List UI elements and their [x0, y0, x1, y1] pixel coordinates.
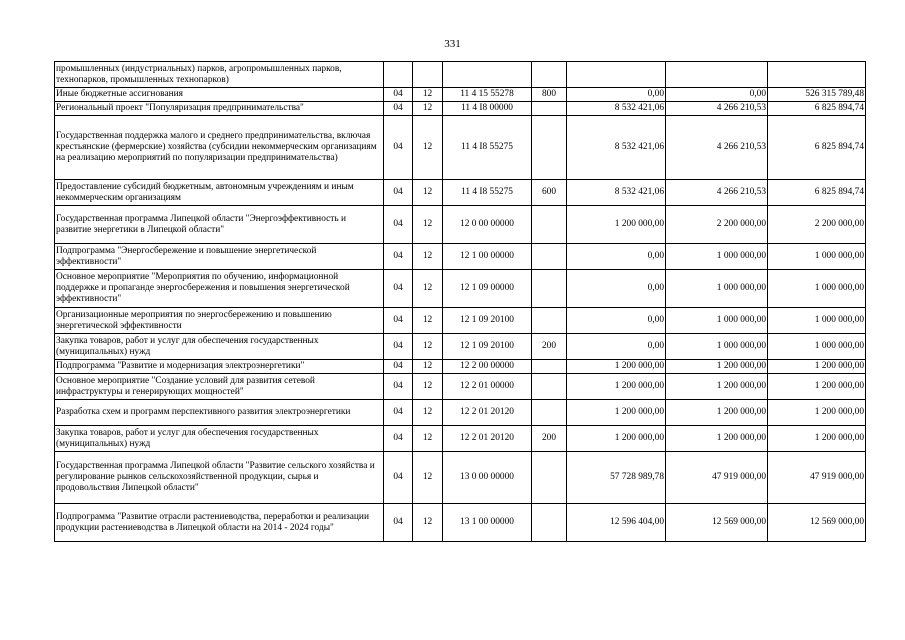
row-expense-type	[532, 400, 567, 426]
row-name: промышленных (индустриальных) парков, агропромышленных парков, технопарков, промышленных технопарков)	[55, 62, 384, 88]
row-section: 04	[384, 334, 413, 360]
row-section	[384, 62, 413, 88]
row-amount-2: 1 200 000,00	[666, 400, 768, 426]
row-amount-3: 47 919 000,00	[768, 452, 866, 504]
row-amount-2: 12 569 000,00	[666, 504, 768, 542]
row-amount-3: 1 200 000,00	[768, 426, 866, 452]
row-amount-3: 12 569 000,00	[768, 504, 866, 542]
row-amount-2: 1 000 000,00	[666, 244, 768, 270]
row-amount-1: 8 532 421,06	[567, 102, 666, 116]
table-row	[55, 102, 866, 116]
row-target-article: 12 1 09 20100	[443, 308, 532, 334]
row-amount-2: 2 200 000,00	[666, 206, 768, 244]
row-section: 04	[384, 180, 413, 206]
row-subsection: 12	[413, 504, 443, 542]
row-subsection: 12	[413, 426, 443, 452]
table-row	[55, 308, 866, 334]
row-section: 04	[384, 308, 413, 334]
row-section: 04	[384, 400, 413, 426]
row-amount-1: 0,00	[567, 270, 666, 308]
row-section: 04	[384, 270, 413, 308]
row-amount-1: 0,00	[567, 88, 666, 102]
table-row	[55, 400, 866, 426]
row-amount-2: 4 266 210,53	[666, 180, 768, 206]
row-amount-1: 1 200 000,00	[567, 360, 666, 374]
row-expense-type	[532, 206, 567, 244]
row-subsection: 12	[413, 102, 443, 116]
row-amount-2: 1 200 000,00	[666, 360, 768, 374]
row-target-article: 12 2 00 00000	[443, 360, 532, 374]
row-amount-1	[567, 62, 666, 88]
row-name: Подпрограмма "Развитие отрасли растениеводства, переработки и реализации продукции растениеводства в Липецкой области на 2014 - 2024 годы"	[55, 504, 384, 542]
table-row	[55, 334, 866, 360]
row-expense-type: 200	[532, 334, 567, 360]
row-name: Разработка схем и программ перспективного развития электроэнергетики	[55, 400, 384, 426]
row-expense-type	[532, 504, 567, 542]
row-target-article: 11 4 I8 55275	[443, 116, 532, 180]
row-name: Основное мероприятие "Мероприятия по обучению, информационной поддержке и пропаганде энергосбережения и повышения энергетической эффективности"	[55, 270, 384, 308]
row-target-article: 12 1 00 00000	[443, 244, 532, 270]
row-amount-2: 1 000 000,00	[666, 308, 768, 334]
row-subsection: 12	[413, 180, 443, 206]
table-row	[55, 452, 866, 504]
row-expense-type: 200	[532, 426, 567, 452]
page-number: 331	[444, 38, 461, 50]
row-subsection: 12	[413, 452, 443, 504]
row-expense-type: 800	[532, 88, 567, 102]
row-section: 04	[384, 206, 413, 244]
row-expense-type	[532, 360, 567, 374]
row-name: Подпрограмма "Энергосбережение и повышение энергетической эффективности"	[55, 244, 384, 270]
row-name: Основное мероприятие "Создание условий для развития сетевой инфраструктуры и генерирующих мощностей"	[55, 374, 384, 400]
row-expense-type	[532, 308, 567, 334]
row-target-article: 12 0 00 00000	[443, 206, 532, 244]
row-amount-2: 47 919 000,00	[666, 452, 768, 504]
budget-table	[54, 61, 866, 542]
row-name: Государственная поддержка малого и среднего предпринимательства, включая крестьянские (фермерские) хозяйства (субсидии некоммерческим организациям на реализацию мероприятий по популяризации предпринимательства)	[55, 116, 384, 180]
row-expense-type	[532, 62, 567, 88]
row-expense-type	[532, 244, 567, 270]
row-amount-2: 1 000 000,00	[666, 334, 768, 360]
row-amount-1: 1 200 000,00	[567, 426, 666, 452]
table-row	[55, 206, 866, 244]
table-row	[55, 244, 866, 270]
row-section: 04	[384, 102, 413, 116]
row-amount-3: 2 200 000,00	[768, 206, 866, 244]
row-subsection: 12	[413, 334, 443, 360]
row-amount-2: 1 200 000,00	[666, 426, 768, 452]
row-amount-2: 4 266 210,53	[666, 116, 768, 180]
row-section: 04	[384, 452, 413, 504]
row-target-article	[443, 62, 532, 88]
row-target-article: 13 1 00 00000	[443, 504, 532, 542]
row-amount-3	[768, 62, 866, 88]
row-target-article: 12 2 01 00000	[443, 374, 532, 400]
table-row	[55, 88, 866, 102]
row-section: 04	[384, 374, 413, 400]
row-name: Подпрограмма "Развитие и модернизация электроэнергетики"	[55, 360, 384, 374]
table-row	[55, 426, 866, 452]
table-row	[55, 504, 866, 542]
row-amount-3: 1 200 000,00	[768, 360, 866, 374]
table-row	[55, 62, 866, 88]
row-name: Иные бюджетные ассигнования	[55, 88, 384, 102]
row-target-article: 12 1 09 20100	[443, 334, 532, 360]
row-section: 04	[384, 504, 413, 542]
row-name: Закупка товаров, работ и услуг для обеспечения государственных (муниципальных) нужд	[55, 334, 384, 360]
row-section: 04	[384, 426, 413, 452]
row-expense-type	[532, 374, 567, 400]
row-expense-type	[532, 116, 567, 180]
row-amount-1: 57 728 989,78	[567, 452, 666, 504]
row-amount-3: 1 000 000,00	[768, 270, 866, 308]
row-target-article: 12 1 09 00000	[443, 270, 532, 308]
table-row	[55, 374, 866, 400]
row-expense-type	[532, 102, 567, 116]
row-amount-3: 1 200 000,00	[768, 374, 866, 400]
row-subsection: 12	[413, 308, 443, 334]
row-name: Региональный проект "Популяризация предпринимательства"	[55, 102, 384, 116]
row-expense-type: 600	[532, 180, 567, 206]
row-subsection	[413, 62, 443, 88]
row-subsection: 12	[413, 374, 443, 400]
row-name: Предоставление субсидий бюджетным, автономным учреждениям и иным некоммерческим организациям	[55, 180, 384, 206]
row-amount-1: 1 200 000,00	[567, 400, 666, 426]
row-amount-1: 0,00	[567, 308, 666, 334]
row-amount-3: 6 825 894,74	[768, 102, 866, 116]
row-amount-3: 1 000 000,00	[768, 244, 866, 270]
row-amount-2: 1 200 000,00	[666, 374, 768, 400]
table-row	[55, 180, 866, 206]
row-amount-2: 1 000 000,00	[666, 270, 768, 308]
row-target-article: 13 0 00 00000	[443, 452, 532, 504]
table-row	[55, 270, 866, 308]
row-subsection: 12	[413, 88, 443, 102]
row-section: 04	[384, 116, 413, 180]
row-amount-1: 12 596 404,00	[567, 504, 666, 542]
row-subsection: 12	[413, 400, 443, 426]
row-amount-1: 8 532 421,06	[567, 180, 666, 206]
row-expense-type	[532, 452, 567, 504]
row-subsection: 12	[413, 116, 443, 180]
row-amount-3: 6 825 894,74	[768, 116, 866, 180]
row-amount-3: 1 200 000,00	[768, 400, 866, 426]
row-name: Государственная программа Липецкой области "Энергоэффективность и развитие энергетики в Липецкой области"	[55, 206, 384, 244]
row-subsection: 12	[413, 206, 443, 244]
row-name: Закупка товаров, работ и услуг для обеспечения государственных (муниципальных) нужд	[55, 426, 384, 452]
row-name: Государственная программа Липецкой области "Развитие сельского хозяйства и регулирование рынков сельскохозяйственной продукции, сырья и продовольствия Липецкой области"	[55, 452, 384, 504]
row-amount-1: 8 532 421,06	[567, 116, 666, 180]
row-subsection: 12	[413, 360, 443, 374]
row-amount-2: 4 266 210,53	[666, 102, 768, 116]
row-section: 04	[384, 88, 413, 102]
row-section: 04	[384, 244, 413, 270]
row-target-article: 12 2 01 20120	[443, 426, 532, 452]
row-amount-1: 1 200 000,00	[567, 206, 666, 244]
row-amount-2: 0,00	[666, 88, 768, 102]
row-target-article: 11 4 I8 00000	[443, 102, 532, 116]
row-amount-3: 6 825 894,74	[768, 180, 866, 206]
row-subsection: 12	[413, 244, 443, 270]
row-subsection: 12	[413, 270, 443, 308]
row-amount-3: 1 000 000,00	[768, 308, 866, 334]
row-amount-3: 526 315 789,48	[768, 88, 866, 102]
row-amount-1: 0,00	[567, 334, 666, 360]
row-section: 04	[384, 360, 413, 374]
row-amount-1: 1 200 000,00	[567, 374, 666, 400]
row-amount-3: 1 000 000,00	[768, 334, 866, 360]
row-target-article: 11 4 I8 55275	[443, 180, 532, 206]
row-name: Организационные мероприятия по энергосбережению и повышению энергетической эффективности	[55, 308, 384, 334]
row-target-article: 12 2 01 20120	[443, 400, 532, 426]
table-row	[55, 360, 866, 374]
row-amount-2	[666, 62, 768, 88]
row-expense-type	[532, 270, 567, 308]
row-target-article: 11 4 15 55278	[443, 88, 532, 102]
row-amount-1: 0,00	[567, 244, 666, 270]
table-row	[55, 116, 866, 180]
